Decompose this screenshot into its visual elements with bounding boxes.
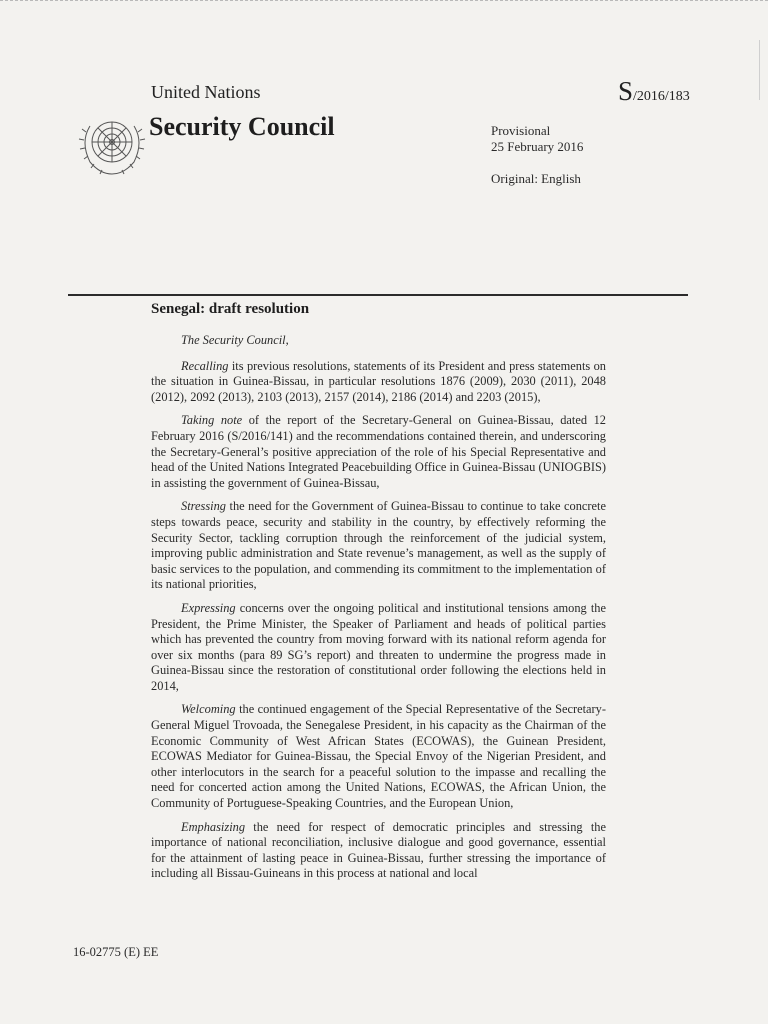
document-symbol-number: /2016/183 bbox=[633, 89, 690, 104]
paragraph-lead: Recalling bbox=[181, 358, 229, 373]
paragraph-text: the need for the Government of Guinea-Bissau to continue to take concrete steps towards peace, security and stability in the country, by effectively reforming the Security Sector, tackling corruption through the reinforcement of the judicial system, improving public administration and State revenue’s management, as well as the supply of basic services to the population, and commending its commitment to the implementation of its national priorities, bbox=[151, 499, 606, 592]
header-divider bbox=[68, 294, 688, 296]
organization-name: United Nations bbox=[151, 82, 261, 102]
scan-edge-right bbox=[759, 40, 760, 100]
status-label: Provisional bbox=[491, 123, 551, 138]
preamble-paragraph bbox=[151, 499, 606, 593]
paragraph-text: its previous resolutions, statements of its President and press statements on the situation in Guinea-Bissau, in particular resolutions 1876 (2009), 2030 (2011), 2048 (2012), 2092 (2013), 2103 (2013), 2157 (2014), 2186 (2014) and 2203 (2015), bbox=[151, 358, 606, 404]
preamble-paragraph bbox=[151, 702, 606, 811]
paragraph-lead: Welcoming bbox=[181, 702, 236, 717]
paragraph-lead: Stressing bbox=[181, 499, 226, 514]
paragraph-lead: Emphasizing bbox=[181, 819, 246, 834]
document-date: 25 February 2016 bbox=[491, 139, 584, 154]
opening-line: The Security Council, bbox=[181, 333, 289, 347]
un-emblem-icon bbox=[76, 112, 148, 180]
paragraph-lead: Expressing bbox=[181, 600, 236, 615]
paragraph-text: the need for respect of democratic principles and stressing the importance of national reconciliation, inclusive dialogue and good governance, essential for the attainment of lasting peace in Guinea-Bissau, further stressing the importance of including all Bissau-Guineans in this process at national and local bbox=[151, 819, 606, 881]
preamble-paragraph bbox=[151, 601, 606, 695]
document-metadata bbox=[491, 123, 583, 187]
paragraph-text: concerns over the ongoing political and institutional tensions among the President, the Prime Minister, the Speaker of Parliament and heads of political parties which has prevented the country from moving forward with its national reform agenda for over six months (para 89 SG’s report) and threaten to undermine the progress made in Guinea-Bissau since the restoration of constitutional order following the elections held in 2014, bbox=[151, 600, 606, 693]
paragraph-text: of the report of the Secretary-General on Guinea-Bissau, dated 12 February 2016 (S/2016/141) and the recommendations contained therein, and underscoring the Secretary-General’s positive appreciation of the role of his Special Representative and head of the United Nations Integrated Peacebuilding Office in Guinea-Bissau (UNIOGBIS) in assisting the government of Guinea-Bissau, bbox=[151, 413, 606, 490]
document-symbol bbox=[618, 76, 690, 107]
job-number: 16-02775 (E) EE bbox=[73, 945, 159, 959]
document-symbol-prefix: S bbox=[618, 76, 634, 106]
original-language: Original: English bbox=[491, 171, 581, 186]
paragraph-lead: Taking note bbox=[181, 413, 243, 428]
document-title: Senegal: draft resolution bbox=[151, 301, 310, 317]
preamble-paragraph bbox=[151, 359, 606, 406]
paragraph-text: the continued engagement of the Special Representative of the Secretary-General Miguel Trovoada, the Senegalese President, in his capacity as the Chairman of the Economic Community of West African States (ECOWAS), the Guinean President, ECOWAS Mediator for Guinea-Bissau, the Special Envoy of the Nigerian President, and other interlocutors in the search for a peaceful solution to the impasse and recalling the need for concerted action among the United Nations, ECOWAS, the African Union, the Community of Portuguese-Speaking Countries, and the European Union, bbox=[151, 702, 606, 811]
scan-edge-top bbox=[0, 0, 768, 7]
resolution-body bbox=[151, 333, 606, 890]
preamble-paragraph bbox=[151, 413, 606, 491]
preamble-paragraph bbox=[151, 820, 606, 882]
council-title: Security Council bbox=[149, 112, 335, 141]
